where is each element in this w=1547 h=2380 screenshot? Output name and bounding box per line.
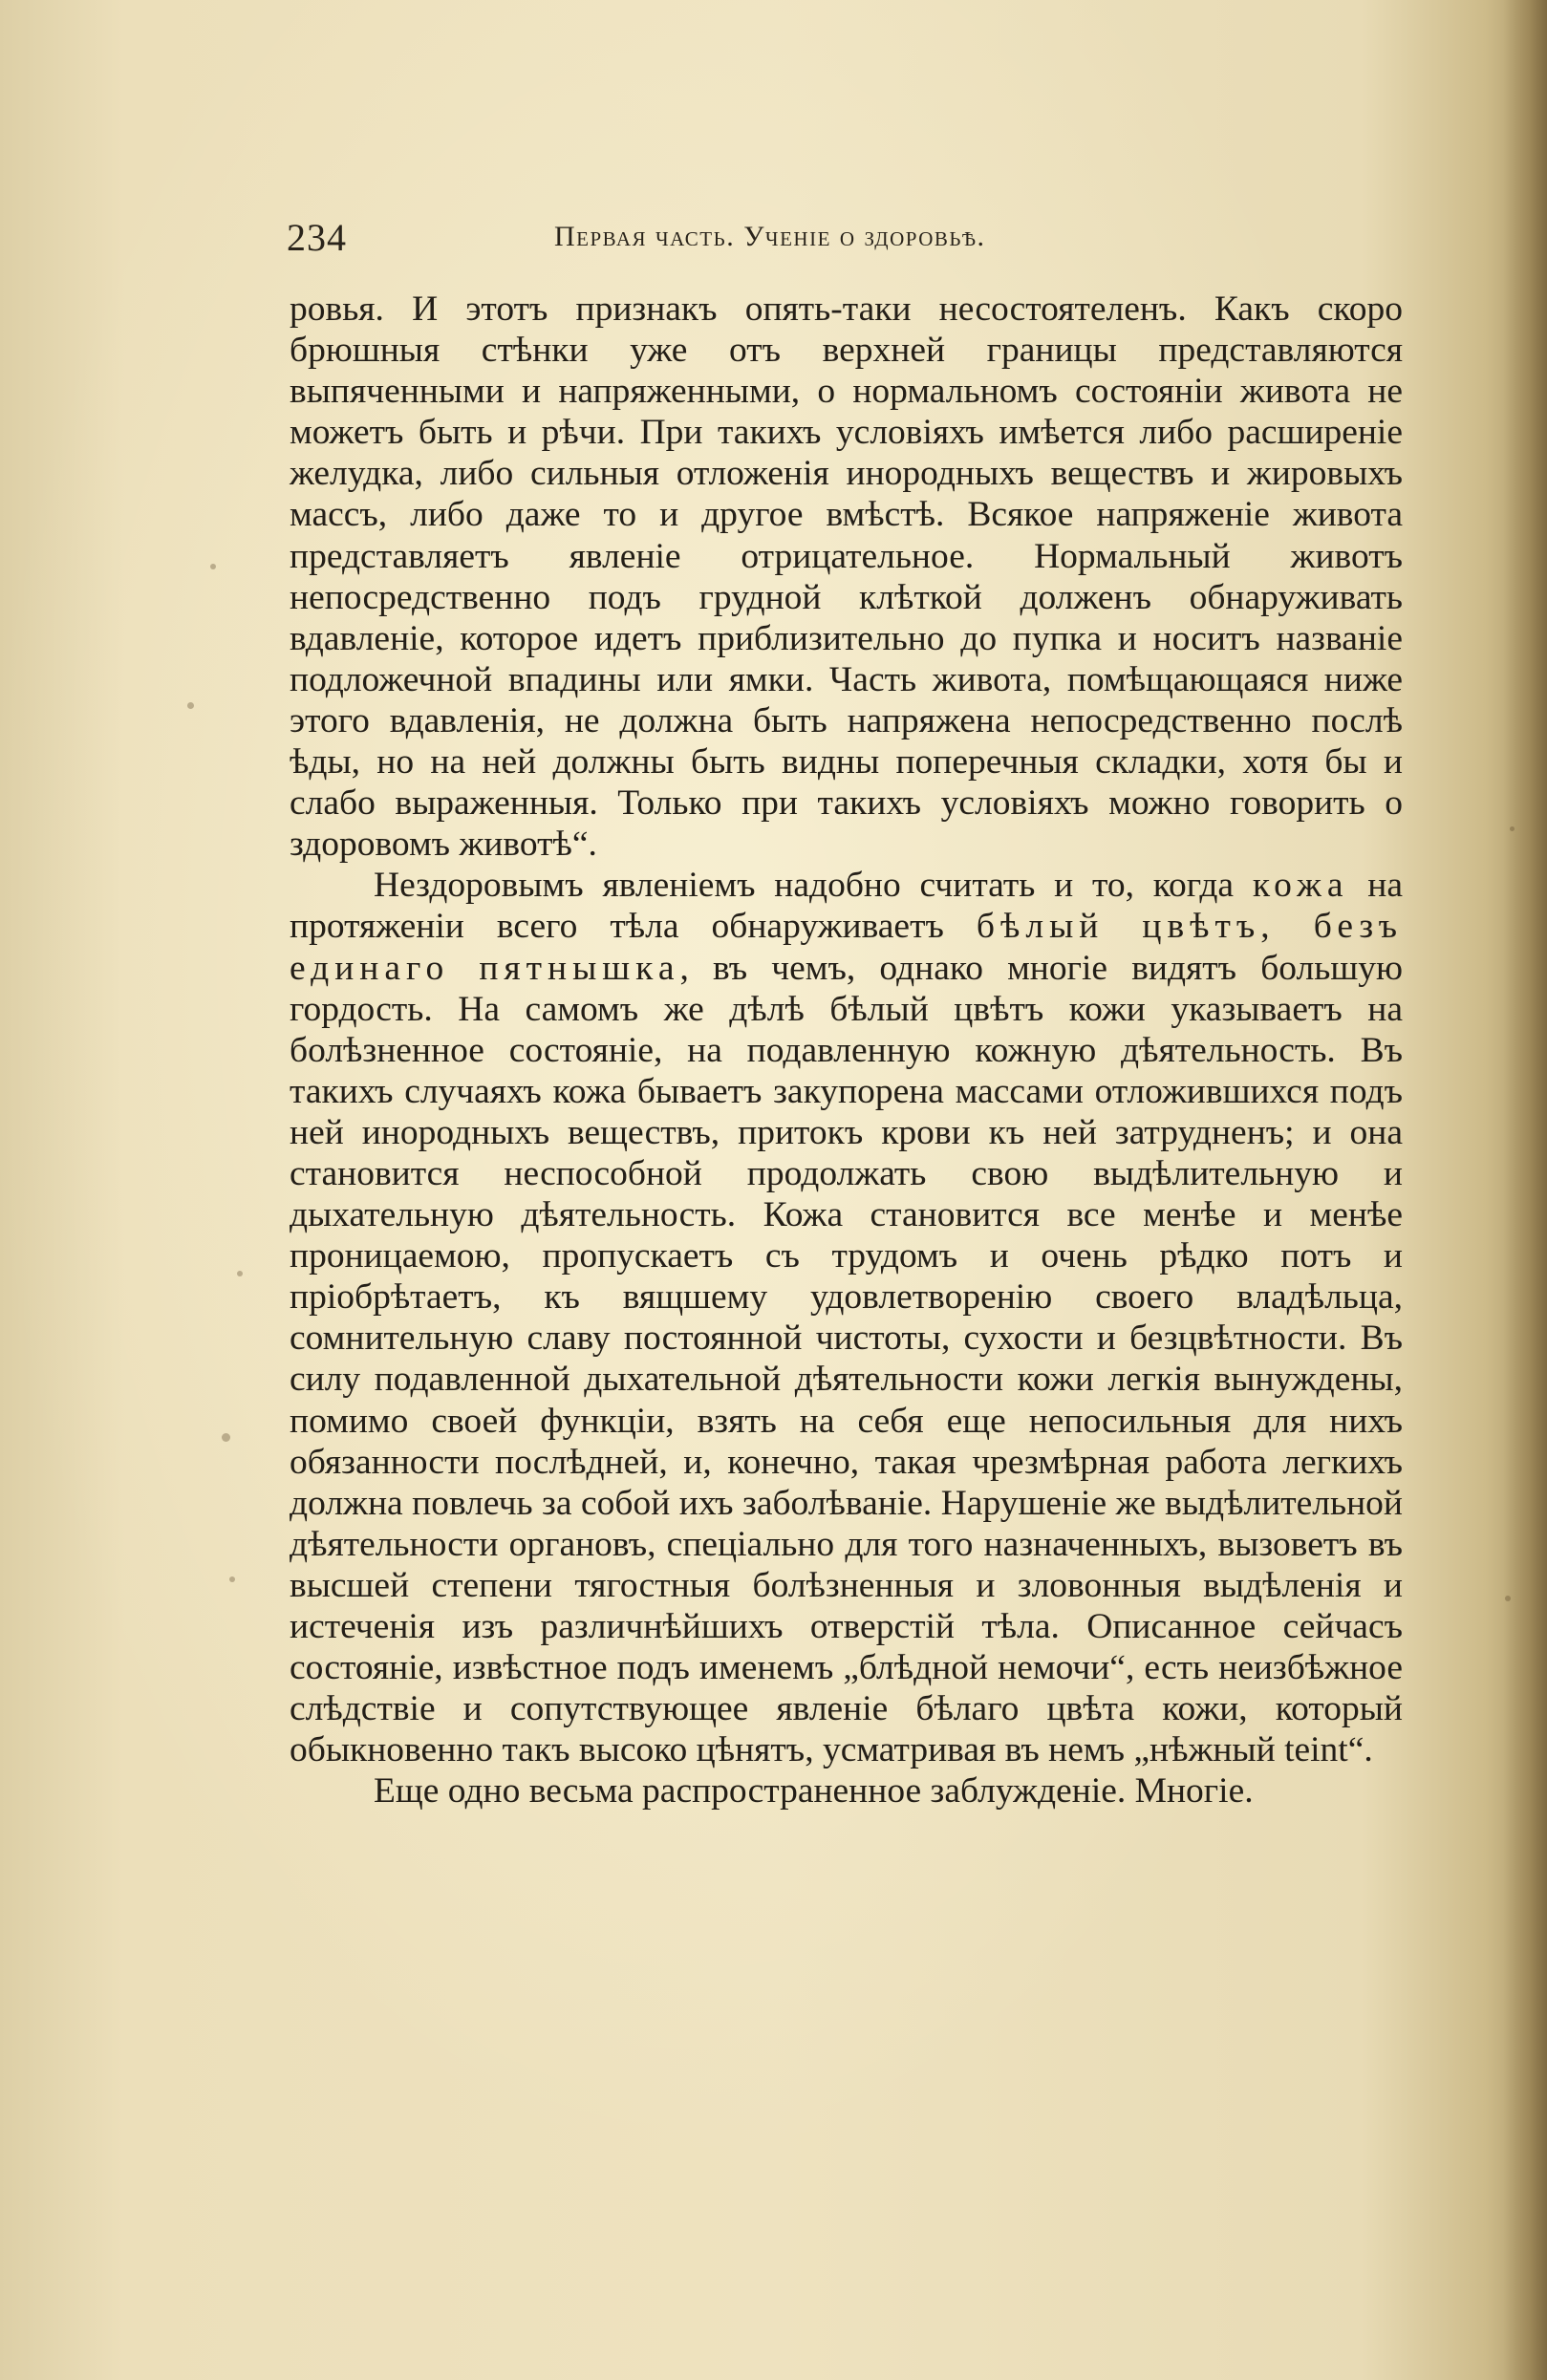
- paragraph-2-part-e: , въ чемъ, однако многіе видятъ большую гордость. На самомъ же дѣлѣ бѣлый цвѣтъ кожи указываетъ на болѣзненное состояніе, на подавленную кожную дѣятельность. Въ такихъ случаяхъ кожа бываетъ закупорена массами отложившихся подъ ней инородныхъ веществъ, притокъ крови къ ней затрудненъ; и она становится неспособной продолжать свою выдѣлительную и дыхательную дѣятельность. Кожа становится все менѣе и менѣе проницаемою, пропускаетъ съ трудомъ и очень рѣдко потъ и пріобрѣтаетъ, къ вящшему удовлетворенію своего владѣльца, сомнительную славу постоянной чистоты, сухости и безцвѣтности. Въ силу подавленной дыхательной дѣятельности кожи легкія вынуждены, помимо своей функціи, взять на себя еще непосильныя для нихъ обязанности послѣдней, и, конечно, такая чрезмѣрная работа легкихъ должна повлечь за собой ихъ заболѣваніе. Нарушеніе же выдѣлительной дѣятельности органовъ, спеціально для того назначенныхъ, вызоветъ въ высшей степени тягостныя болѣзненныя и зловонныя выдѣленія и истеченія изъ различнѣйшихъ отверстій тѣла. Описанное сейчасъ состояніе, извѣстное подъ именемъ „блѣдной немочи“, есть неизбѣжное слѣдствіе и сопутствующее явленіе бѣлаго цвѣта кожи, который обыкновенно такъ высоко цѣнятъ, усматривая въ немъ „нѣжный teint“.: [290, 948, 1403, 1770]
- paper-speck: [1505, 1596, 1511, 1601]
- paper-speck: [229, 1576, 235, 1582]
- paper-speck: [210, 564, 216, 569]
- paper-speck: [187, 702, 194, 709]
- paper-speck: [222, 1433, 230, 1442]
- paragraph-3: Еще одно весьма распространенное заблужденіе. Многіе.: [374, 1771, 1254, 1812]
- paragraph-2-emphasis-skin: кожа: [1252, 866, 1349, 906]
- running-title: Первая часть. Ученіе о здоровьѣ.: [554, 221, 986, 252]
- paragraph-2-part-c: на протяженіи всего тѣла обнаруживаетъ: [290, 866, 1404, 947]
- paragraph-2-emphasis-white: бѣлый цвѣтъ, безъ единаго пятнышка: [290, 907, 1403, 988]
- paragraph-1: ровья. И этотъ признакъ опять-таки несостоятеленъ. Какъ скоро брюшныя стѣнки уже отъ верхней границы представляются выпяченными и напряженными, о нормальномъ состояніи живота не можетъ быть и рѣчи. При такихъ условіяхъ имѣется либо расширеніе желудка, либо сильныя отложенія инородныхъ веществъ и жировыхъ массъ, либо даже то и другое вмѣстѣ. Всякое напряженіе живота представляетъ явленіе отрицательное. Нормальный животъ непосредственно подъ грудной клѣткой долженъ обнаруживать вдавленіе, которое идетъ приблизительно до пупка и носитъ названіе подложечной впадины или ямки. Часть живота, помѣщающаяся ниже этого вдавленія, не должна быть напряжена непосредственно послѣ ѣды, но на ней должны быть видны поперечныя складки, хотя бы и слабо выраженныя. Только при такихъ условіяхъ можно говорить о здоровомъ животѣ“.: [290, 289, 1403, 865]
- page-number: 234: [287, 216, 347, 259]
- paragraph-2: [290, 865, 1403, 1770]
- paragraph-2-part-a: Нездоровымъ явленіемъ надобно считать и то, когда: [374, 866, 1253, 906]
- paper-speck: [1510, 826, 1515, 831]
- page-header: [287, 215, 1424, 263]
- body-text: [290, 289, 1403, 1812]
- page-spine-shadow: [1503, 0, 1547, 2380]
- paper-speck: [237, 1271, 243, 1276]
